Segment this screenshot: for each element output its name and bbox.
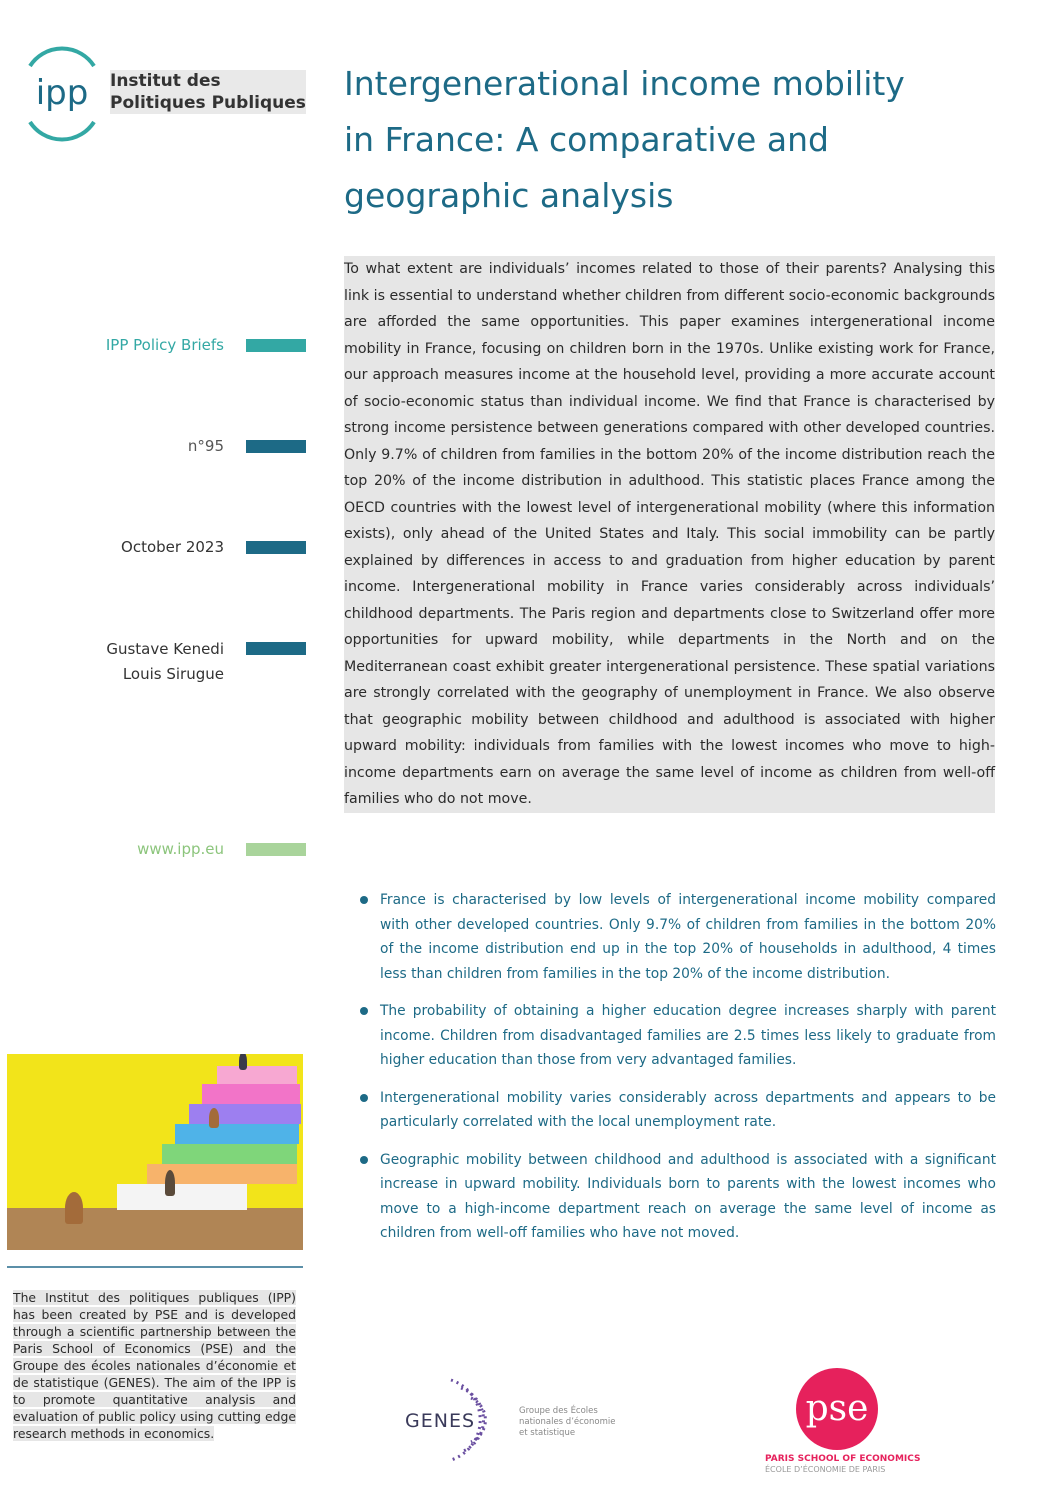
cover-table xyxy=(7,1208,303,1250)
pawn-icon xyxy=(65,1192,83,1224)
cover-block xyxy=(217,1066,297,1084)
bullet-icon xyxy=(360,1156,368,1164)
website-bar xyxy=(246,843,306,856)
finding-text: Geographic mobility between childhood and adulthood is associated with a significant increase in upward mobility. Individuals born to parents with the lowest incomes who move to a high-income department reach on average the same level of income as children from well-off families who have not moved. xyxy=(380,1151,996,1241)
ipp-logo-line1: Institut des xyxy=(110,70,306,92)
authors-bar xyxy=(246,642,306,655)
cover-block xyxy=(202,1084,300,1104)
author-2: Louis Sirugue xyxy=(122,665,224,683)
ipp-logo-letters: ipp xyxy=(35,73,89,113)
pse-logo xyxy=(765,1364,921,1474)
pawn-icon xyxy=(165,1170,175,1196)
pse-mark: pse xyxy=(796,1368,878,1450)
finding-text: France is characterised by low levels of intergenerational income mobility compared with other developed countries. Only 9.7% of children from families in the bottom 20% of the income distribution end up in the top 20% of households in adulthood, 4 times less than children from families in the top 20% of the income distribution. xyxy=(380,892,996,982)
bullet-icon xyxy=(360,1094,368,1102)
cover-block xyxy=(117,1184,247,1210)
bullet-icon xyxy=(360,896,368,904)
genes-logo xyxy=(405,1372,615,1467)
ipp-logo xyxy=(22,44,102,144)
date-bar xyxy=(246,541,306,554)
website-link[interactable]: www.ipp.eu xyxy=(137,840,224,858)
publication-date: October 2023 xyxy=(121,538,224,556)
pawn-icon xyxy=(209,1108,219,1128)
abstract-text: To what extent are individuals’ incomes related to those of their parents? Analysing this link is essential to understand whether children from different socio-economic backgrounds are afforded the same opportunities. This paper examines intergenerational income mobility in France, focusing on children born in the 1970s. Unlike existing work for France, our approach measures income at the household level, providing a more accurate account of socio-economic status than individual income. We find that France is characterised by strong income persistence between generations compared with other developed countries. Only 9.7% of children from families in the bottom 20% of the income distribution reach the top 20% of the income distribution in adulthood. This statistic places France among the OECD countries with the lowest level of intergenerational mobility (where this information exists), only ahead of the United States and Italy. This social immobility can be partly explained by differences in access to and graduation from higher education by parent income. Intergenerational mobility in France varies considerably across individuals’ childhood departments. The Paris region and departments close to Switzerland offer more opportunities for upward mobility, while departments in the North and on the Mediterranean coast exhibit greater intergenerational persistence. These spatial variations are strongly correlated with the geography of unemployment in France. We also observe that geographic mobility between childhood and adulthood is associated with higher upward mobility: individuals from families with the lowest incomes who move to high-income departments earn on average the same level of income as children from well-off families who do not move. xyxy=(344,256,995,813)
finding-item xyxy=(360,1148,996,1246)
page-title xyxy=(344,56,964,224)
series-bar xyxy=(246,339,306,352)
about-ipp xyxy=(13,1289,296,1442)
title-line-3: geographic analysis xyxy=(344,176,674,215)
genes-name: GENES xyxy=(405,1410,476,1432)
pawn-icon xyxy=(239,1054,247,1070)
author-1: Gustave Kenedi xyxy=(106,640,224,658)
title-line-2: in France: A comparative and xyxy=(344,120,829,159)
issue-number: n°95 xyxy=(187,437,224,455)
ipp-logo-line2: Politiques Publiques xyxy=(110,93,306,113)
pse-name: PARIS SCHOOL OF ECONOMICS xyxy=(765,1454,921,1464)
finding-text: Intergenerational mobility varies considerably across departments and appears to be particularly correlated with the local unemployment rate. xyxy=(380,1089,996,1130)
genes-subtitle: Groupe des Écoles nationales d’économie et statistique xyxy=(519,1406,616,1438)
about-text: The Institut des politiques publiques (IPP) has been created by PSE and is developed through a scientific partnership between the Paris School of Economics (PSE) and the Groupe des écoles nationales d’économie et de statistique (GENES). The aim of the IPP is to promote quantitative analysis and evaluation of public policy using cutting edge research methods in economics. xyxy=(13,1290,296,1441)
key-findings-list xyxy=(360,888,996,1259)
finding-item xyxy=(360,888,996,986)
finding-item xyxy=(360,999,996,1073)
cover-block xyxy=(162,1144,297,1164)
abstract xyxy=(344,256,995,813)
finding-item xyxy=(360,1086,996,1135)
finding-text: The probability of obtaining a higher education degree increases sharply with parent income. Children from disadvantaged families are 2.5 times less likely to graduate from higher education than those from very advantaged families. xyxy=(380,1003,996,1068)
series-label: IPP Policy Briefs xyxy=(105,336,224,354)
cover-block xyxy=(189,1104,301,1124)
title-line-1: Intergenerational income mobility xyxy=(344,64,905,103)
cover-block xyxy=(175,1124,299,1144)
cover-image xyxy=(7,1054,303,1250)
pse-name-fr: ÉCOLE D’ÉCONOMIE DE PARIS xyxy=(765,1465,886,1474)
number-bar xyxy=(246,440,306,453)
ipp-logo-text xyxy=(110,70,306,114)
divider xyxy=(7,1266,303,1268)
bullet-icon xyxy=(360,1007,368,1015)
